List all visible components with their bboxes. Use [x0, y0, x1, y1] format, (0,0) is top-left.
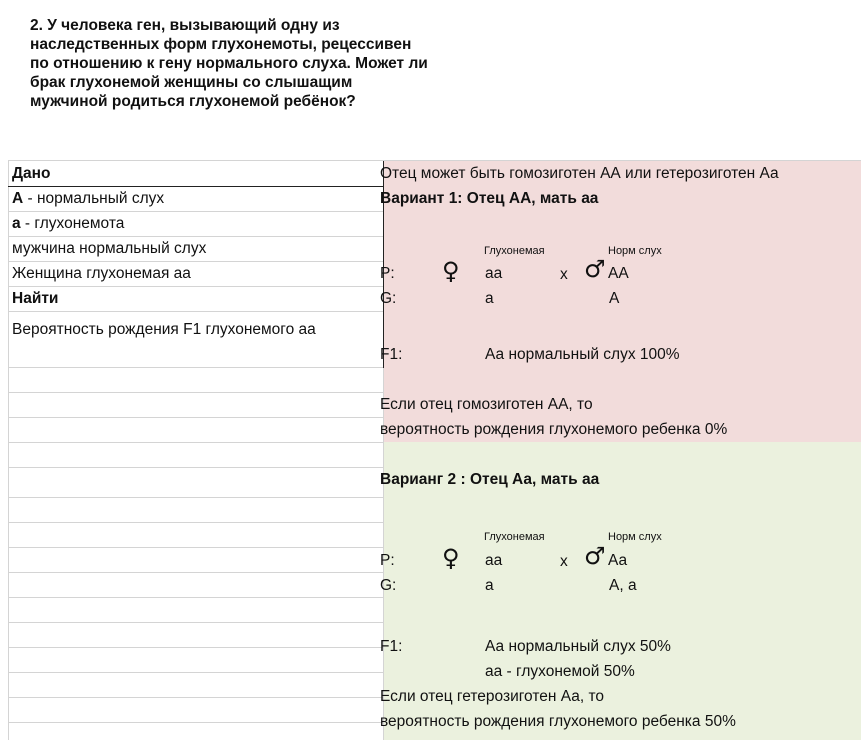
variant2-father-genotype: Аа	[608, 552, 628, 569]
female-symbol-icon: ♀	[442, 257, 460, 285]
variant2-title: Варианг 2 : Отец Аа, мать аа	[380, 471, 600, 488]
variant2-p-label: P:	[380, 552, 395, 569]
grid-row-line	[8, 622, 383, 623]
variant2-mother-gamete: а	[485, 577, 494, 594]
variant1-f1-label: F1:	[380, 346, 403, 363]
given-female: Женщина глухонемая аа	[12, 265, 191, 282]
variant1-father-gamete: А	[609, 290, 620, 307]
grid-row-line	[8, 697, 383, 698]
given-allele-dominant	[12, 189, 164, 209]
grid-top-edge	[8, 160, 861, 161]
variant1-father-label: Норм слух	[608, 245, 662, 257]
given-allele-recessive	[12, 214, 124, 234]
grid-row-line	[8, 442, 383, 443]
grid-row-line	[8, 547, 383, 548]
grid-row-line	[8, 722, 383, 723]
variant2-f1-result2: аа - глухонемой 50%	[485, 663, 635, 680]
variant1-conclusion-line1: Если отец гомозиготен АА, то	[380, 396, 593, 413]
task-statement: 2. У человека ген, вызывающий одну из наследственных форм глухонемоты, рецессивен по отношению к гену нормального слуха. Может ли брак глухонемой женщины со слышащим мужчиной родиться глухонемой ребёнок?	[30, 17, 428, 110]
grid-row-line	[8, 367, 383, 368]
given-heading-underline	[8, 186, 383, 187]
variant2-conclusion-line1: Если отец гетерозиготен Аа, то	[380, 688, 605, 705]
grid-row-line	[8, 572, 383, 573]
male-symbol-icon: ♂	[584, 255, 606, 283]
grid-row-line	[8, 467, 383, 468]
allele-dominant-text: - нормальный слух	[23, 190, 165, 207]
variant2-conclusion-line2: вероятность рождения глухонемого ребенка 50%	[380, 713, 736, 730]
variant2-f1-result1: Аа нормальный слух 50%	[485, 638, 671, 655]
grid-left-edge	[8, 160, 9, 740]
grid-row-line	[8, 597, 383, 598]
variant2-father-gamete: А, а	[609, 577, 637, 594]
variant1-g-label: G:	[380, 290, 397, 307]
given-heading: Дано	[12, 165, 51, 182]
variant2-father-label: Норм слух	[608, 531, 662, 543]
given-male: мужчина нормальный слух	[12, 240, 207, 257]
variant2-g-label: G:	[380, 577, 397, 594]
grid-row-line	[8, 236, 383, 237]
grid-row-line	[8, 211, 383, 212]
variant2-mother-genotype: аа	[485, 552, 503, 569]
variant1-cross: x	[560, 266, 568, 283]
allele-recessive-letter: а	[12, 215, 21, 232]
allele-dominant-letter: А	[12, 190, 24, 207]
variant2-cross: x	[560, 553, 568, 570]
variant1-p-label: P:	[380, 265, 395, 282]
find-heading: Найти	[12, 290, 59, 307]
find-text: Вероятность рождения F1 глухонемого аа	[12, 321, 316, 338]
variant1-conclusion-line2: вероятность рождения глухонемого ребенка 0%	[380, 421, 728, 438]
grid-row-line	[8, 261, 383, 262]
variant1-father-genotype: АА	[608, 265, 629, 282]
variant1-mother-genotype: аа	[485, 265, 503, 282]
spreadsheet	[8, 160, 861, 740]
variant1-mother-gamete: а	[485, 290, 494, 307]
grid-row-line	[8, 311, 383, 312]
grid-row-line	[8, 647, 383, 648]
grid-row-line	[8, 286, 383, 287]
grid-row-line	[8, 392, 383, 393]
intro-text: Отец может быть гомозиготен АА или гетерозиготен Аа	[380, 165, 779, 182]
variant1-mother-label: Глухонемая	[484, 245, 545, 257]
grid-row-line	[8, 417, 383, 418]
variant1-title: Вариант 1: Отец АА, мать аа	[380, 190, 599, 207]
variant1-f1-result: Аа нормальный слух 100%	[485, 346, 680, 363]
variant2-f1-label: F1:	[380, 638, 403, 655]
female-symbol-icon: ♀	[442, 544, 460, 572]
grid-row-line	[8, 522, 383, 523]
grid-row-line	[8, 672, 383, 673]
grid-row-line	[8, 497, 383, 498]
male-symbol-icon: ♂	[584, 542, 606, 570]
allele-recessive-text: - глухонемота	[20, 215, 125, 232]
variant2-mother-label: Глухонемая	[484, 531, 545, 543]
